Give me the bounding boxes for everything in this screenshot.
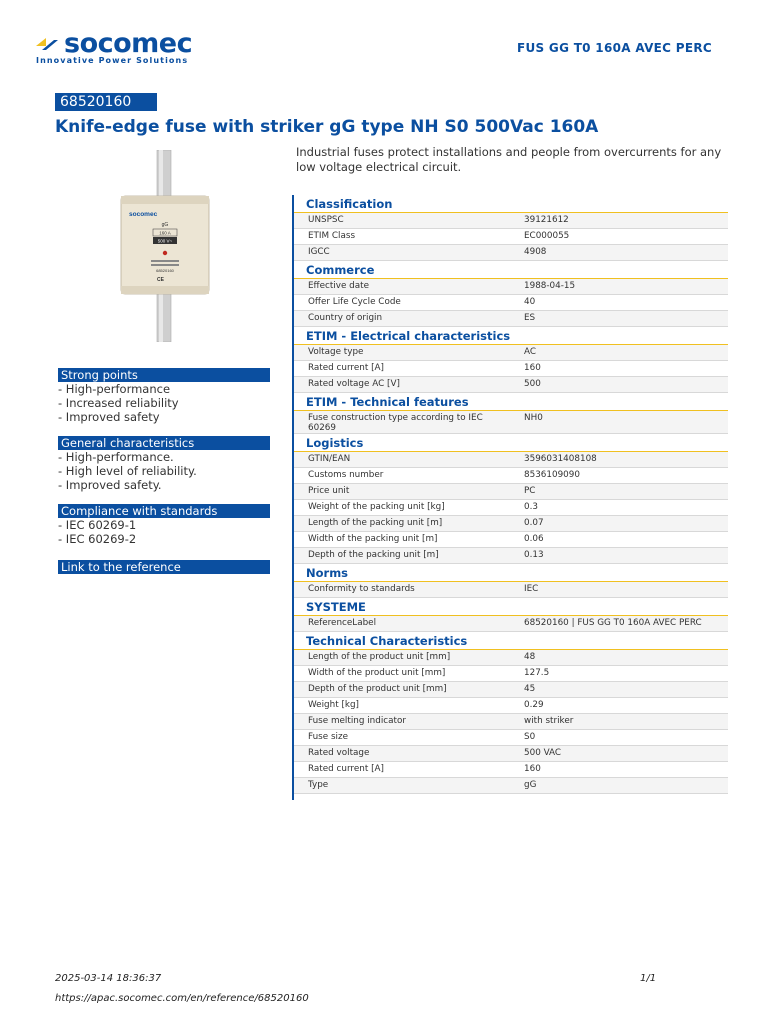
spec-label: Weight [kg] — [308, 700, 359, 710]
image-code-text: 68520160 — [156, 268, 174, 273]
table-row — [294, 616, 728, 632]
spec-rows — [294, 411, 728, 434]
spec-label: Rated voltage AC [V] — [308, 379, 400, 389]
table-row — [294, 484, 728, 500]
logo-tagline: Innovative Power Solutions — [36, 56, 189, 65]
spec-value: gG — [524, 780, 537, 790]
spec-rows — [294, 213, 728, 261]
product-title: Knife-edge fuse with striker gG type NH S0 500Vac 160A — [55, 117, 599, 137]
spec-value: ES — [524, 313, 536, 323]
spec-value: NH0 — [524, 413, 543, 423]
table-row — [294, 516, 728, 532]
spec-label: Customs number — [308, 470, 384, 480]
product-description: Industrial fuses protect installations and people from overcurrents for any low voltage electrical circuit. — [296, 145, 722, 174]
table-row — [294, 746, 728, 762]
spec-value: PC — [524, 486, 536, 496]
spec-section — [294, 327, 728, 393]
spec-label: Rated current [A] — [308, 363, 384, 373]
spec-label: Weight of the packing unit [kg] — [308, 502, 445, 512]
spec-section-title: SYSTEME — [294, 598, 728, 616]
table-row — [294, 714, 728, 730]
table-row — [294, 452, 728, 468]
spec-value: 0.29 — [524, 700, 544, 710]
spec-section-title: ETIM - Technical features — [294, 393, 728, 411]
list-item: - Increased reliability — [58, 396, 179, 410]
spec-label: Price unit — [308, 486, 350, 496]
spec-section — [294, 261, 728, 327]
table-row — [294, 762, 728, 778]
table-row — [294, 730, 728, 746]
table-row — [294, 468, 728, 484]
spec-label: Type — [308, 780, 329, 790]
spec-rows — [294, 582, 728, 598]
spec-rows — [294, 452, 728, 564]
reference-badge: 68520160 — [55, 93, 157, 111]
spec-label: Fuse construction type according to IEC 60269 — [308, 413, 483, 433]
list-item: - Improved safety — [58, 410, 160, 424]
table-row — [294, 411, 728, 434]
compliance-heading: Compliance with standards — [58, 504, 270, 518]
table-row — [294, 582, 728, 598]
list-item: - High level of reliability. — [58, 464, 197, 478]
image-type-text: gG — [161, 222, 169, 228]
spec-label: Fuse size — [308, 732, 349, 742]
spec-rows — [294, 279, 728, 327]
spec-label: Offer Life Cycle Code — [308, 297, 401, 307]
spec-section-title: Norms — [294, 564, 728, 582]
spec-section-title: Commerce — [294, 261, 728, 279]
spec-label: Fuse melting indicator — [308, 716, 406, 726]
spec-label: Depth of the product unit [mm] — [308, 684, 447, 694]
spec-section — [294, 434, 728, 564]
image-current-text: 160 A — [159, 230, 171, 236]
spec-value: AC — [524, 347, 537, 357]
table-row — [294, 778, 728, 794]
compliance-list — [58, 518, 270, 546]
spec-value: 3596031408108 — [524, 454, 597, 464]
spec-label: Rated current [A] — [308, 764, 384, 774]
list-item: - Improved safety. — [58, 478, 162, 492]
spec-section-title: Classification — [294, 195, 728, 213]
spec-label: Length of the product unit [mm] — [308, 652, 451, 662]
table-row — [294, 311, 728, 327]
socomec-logo — [36, 28, 226, 68]
footer-page-number: 1/1 — [640, 973, 657, 984]
header-reference-label: FUS GG T0 160A AVEC PERC — [516, 41, 712, 55]
table-row — [294, 279, 728, 295]
spec-value: 160 — [524, 764, 541, 774]
specifications-table — [292, 195, 728, 800]
strong-points-heading: Strong points — [58, 368, 270, 382]
spec-label: Width of the packing unit [m] — [308, 534, 438, 544]
spec-rows — [294, 650, 728, 794]
spec-value: 4908 — [524, 247, 547, 257]
spec-value: 0.06 — [524, 534, 544, 544]
spec-section-title: ETIM - Electrical characteristics — [294, 327, 728, 345]
spec-value: 45 — [524, 684, 536, 694]
spec-rows — [294, 616, 728, 632]
spec-value: 1988-04-15 — [524, 281, 576, 291]
table-row — [294, 532, 728, 548]
logo-mark-icon — [36, 36, 60, 54]
table-row — [294, 245, 728, 261]
ce-mark-icon: CE — [157, 277, 164, 283]
spec-section — [294, 564, 728, 598]
spec-label: Rated voltage — [308, 748, 370, 758]
spec-label: ETIM Class — [308, 231, 356, 241]
spec-label: Width of the product unit [mm] — [308, 668, 446, 678]
table-row — [294, 650, 728, 666]
spec-value: EC000055 — [524, 231, 570, 241]
spec-section-title: Technical Characteristics — [294, 632, 728, 650]
spec-value: 0.13 — [524, 550, 544, 560]
spec-label: GTIN/EAN — [308, 454, 351, 464]
logo-wordmark: socomec — [64, 28, 193, 59]
reference-link[interactable]: Link to the reference — [58, 560, 270, 574]
spec-value: 160 — [524, 363, 541, 373]
spec-section — [294, 632, 728, 794]
spec-value: 127.5 — [524, 668, 550, 678]
spec-rows — [294, 345, 728, 393]
image-brand-text: socomec — [129, 211, 158, 218]
table-row — [294, 377, 728, 393]
spec-label: Conformity to standards — [308, 584, 415, 594]
spec-label: Depth of the packing unit [m] — [308, 550, 439, 560]
strong-points-list — [58, 382, 270, 424]
table-row — [294, 682, 728, 698]
spec-value: 68520160 | FUS GG T0 160A AVEC PERC — [524, 618, 702, 628]
spec-value: IEC — [524, 584, 539, 594]
list-item: - IEC 60269-2 — [58, 532, 137, 546]
product-image — [115, 150, 215, 342]
spec-value: 8536109090 — [524, 470, 580, 480]
spec-section — [294, 393, 728, 434]
left-column — [58, 368, 270, 574]
spec-label: UNSPSC — [308, 215, 344, 225]
spec-label: Voltage type — [308, 347, 364, 357]
list-item: - High-performance — [58, 382, 171, 396]
table-row — [294, 548, 728, 564]
spec-value: 0.3 — [524, 502, 538, 512]
spec-section — [294, 195, 728, 261]
spec-label: ReferenceLabel — [308, 618, 377, 628]
footer-date: 2025-03-14 18:36:37 — [55, 973, 162, 984]
list-item: - High-performance. — [58, 450, 174, 464]
spec-label: Country of origin — [308, 313, 383, 323]
spec-section-title: Logistics — [294, 434, 728, 452]
table-row — [294, 666, 728, 682]
striker-indicator-icon — [163, 251, 167, 255]
table-row — [294, 698, 728, 714]
spec-value: 39121612 — [524, 215, 569, 225]
general-characteristics-list — [58, 450, 270, 492]
table-row — [294, 295, 728, 311]
table-row — [294, 500, 728, 516]
spec-label: IGCC — [308, 247, 330, 257]
spec-value: 500 — [524, 379, 541, 389]
spec-value: 500 VAC — [524, 748, 562, 758]
list-item: - IEC 60269-1 — [58, 518, 137, 532]
spec-value: 40 — [524, 297, 536, 307]
image-voltage-text: 500 V~ — [157, 238, 173, 244]
spec-value: with striker — [524, 716, 574, 726]
spec-value: 48 — [524, 652, 536, 662]
table-row — [294, 213, 728, 229]
spec-value: 0.07 — [524, 518, 544, 528]
spec-label: Length of the packing unit [m] — [308, 518, 443, 528]
table-row — [294, 229, 728, 245]
table-row — [294, 345, 728, 361]
footer-url[interactable]: https://apac.socomec.com/en/reference/68520160 — [55, 993, 309, 1004]
spec-value: S0 — [524, 732, 536, 742]
spec-section — [294, 598, 728, 632]
spec-label: Effective date — [308, 281, 370, 291]
general-characteristics-heading: General characteristics — [58, 436, 270, 450]
table-row — [294, 361, 728, 377]
